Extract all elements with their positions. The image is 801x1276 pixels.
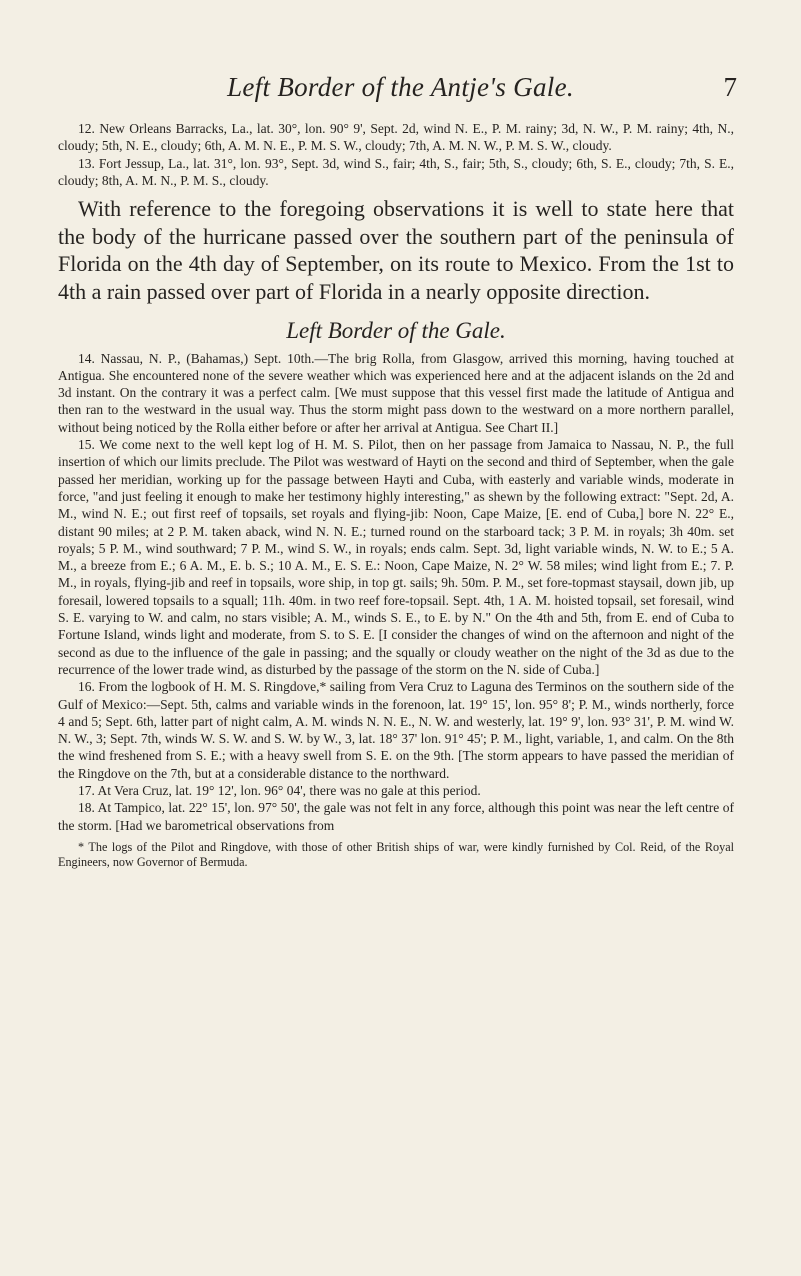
observation-14: 14. Nassau, N. P., (Bahamas,) Sept. 10th.—The brig Rolla, from Glasgow, arrived this morning, having touched at Antigua. She encountered none of the severe weather which was experienced here and at the adjacent islands on the 2d and 3d instant. On the contrary it was a perfect calm. [We must suppose that this vessel first made the latitude of Antigua and then ran to the westward in the usual way. Thus the storm might pass down to the westward on a more northern parallel, without being noticed by the Rolla either before or after her arrival at Antigua. See Chart II.] bbox=[58, 350, 734, 435]
observation-16: 16. From the logbook of H. M. S. Ringdove,* sailing from Vera Cruz to Laguna des Terminos on the southern side of the Gulf of Mexico:—Sept. 5th, calms and variable winds in the forenoon, lat. 19° 15', lon. 95° 8'; P. M., winds northerly, force 4 and 5; Sept. 6th, latter part of night calm, A. M. winds N. N. E., N. W. and westerly, lat. 19° 9', lon. 93° 31', P. M. wind W. N. W., 3; Sept. 7th, winds W. S. W. and S. W. by W., 3, lat. 18° 37' lon. 91° 45'; P. M., light, variable, 1, and calm. On the 8th the wind freshened from S. E.; with a heavy swell from S. E. on the 9th. [The storm appears to have passed the meridian of the Ringdove on the 7th, but at a considerable distance to the northward. bbox=[58, 679, 734, 781]
observation-17: 17. At Vera Cruz, lat. 19° 12', lon. 96° 04', there was no gale at this period. bbox=[78, 782, 481, 798]
body-text bbox=[58, 120, 734, 870]
running-title: Left Border of the Antje's Gale. bbox=[227, 72, 574, 102]
observation-15: 15. We come next to the well kept log of H. M. S. Pilot, then on her passage from Jamaica to Nassau, N. P., the full insertion of which our limits preclude. The Pilot was westward of Hayti on the second and third of September, when the gale passed her meridian, working up for the passage between Hayti and Cuba, with easterly and variable winds, moderate in force, "and just feeling it enough to make her testimony highly interesting," as shewn by the following extract: "Sept. 2d, A. M., wind N. E.; out first reef of topsails, set royals and flying-jib: Noon, Cape Maize, [E. end of Cuba,] bore N. 22° E., distant 90 miles; at 2 P. M. taken aback, wind N. N. E.; turned round on the starboard tack; 3 P. M. in royals; 3h 40m. set royals; 5 P. M., wind southward; 7 P. M., wind S. W., in royals; ends calm. Sept. 3d, light variable winds, N. W. to E.; 5 A. M., a breeze from E.; 6 A. M., E. b. S.; 10 A. M., E. S. E.: Noon, Cape Maize, N. 2° W. 58 miles; wind light from E.; 7. P. M., in royals, flying-jib and reef in topsails, wore ship, in top gt. sails; 9h. 50m. P. M., set fore-topmast staysail, down jib, up foresail, lowered topsails to a squall; 11h. 40m. in two reef fore-topsail. Sept. 4th, 1 A. M. hoisted topsail, set foresail, wind S. E. varying to W. and calm, no stars visible; A. M., winds S. E., to E. by N." On the 4th and 5th, from E. end of Cuba to Fortune Island, winds light and moderate, from S. to S. E. [I consider the changes of wind on the afternoon and night of the second as due to the influence of the gale in passing; and the squally or cloudy weather on the night of the 3d as due to the recurrence of the lower trade wind, as disturbed by the passage of the storm on the N. side of Cuba.] bbox=[58, 437, 734, 677]
running-head bbox=[0, 72, 801, 112]
footnote: * The logs of the Pilot and Ringdove, with those of other British ships of war, were kindly furnished by Col. Reid, of the Royal Engineers, now Governor of Bermuda. bbox=[58, 839, 734, 869]
page-number: 7 bbox=[723, 72, 737, 102]
section-heading: Left Border of the Gale. bbox=[286, 317, 506, 343]
observation-18: 18. At Tampico, lat. 22° 15', lon. 97° 50', the gale was not felt in any force, although this point was near the left centre of the storm. [Had we barometrical observations from bbox=[58, 800, 734, 833]
observation-12: 12. New Orleans Barracks, La., lat. 30°, lon. 90° 9', Sept. 2d, wind N. E., P. M. rainy; 3d, N. W., P. M. rainy; 4th, N., cloudy; 5th, N. E., cloudy; 6th, A. M. N. E., P. M. S. W., cloudy; 7th, A. M. N. W., P. M. S. W., cloudy. bbox=[58, 121, 734, 154]
observation-13: 13. Fort Jessup, La., lat. 31°, lon. 93°, Sept. 3d, wind S., fair; 4th, S., fair; 5th, S., cloudy; 6th, S. E., cloudy; 7th, S. E., cloudy; 8th, A. M. N., P. M. S., cloudy. bbox=[58, 155, 734, 188]
reference-paragraph: With reference to the foregoing observations it is well to state here that the body of the hurricane passed over the southern part of the peninsula of Florida on the 4th day of September, on its route to Mexico. From the 1st to 4th a rain passed over part of Florida in a nearly opposite direction. bbox=[58, 196, 734, 304]
